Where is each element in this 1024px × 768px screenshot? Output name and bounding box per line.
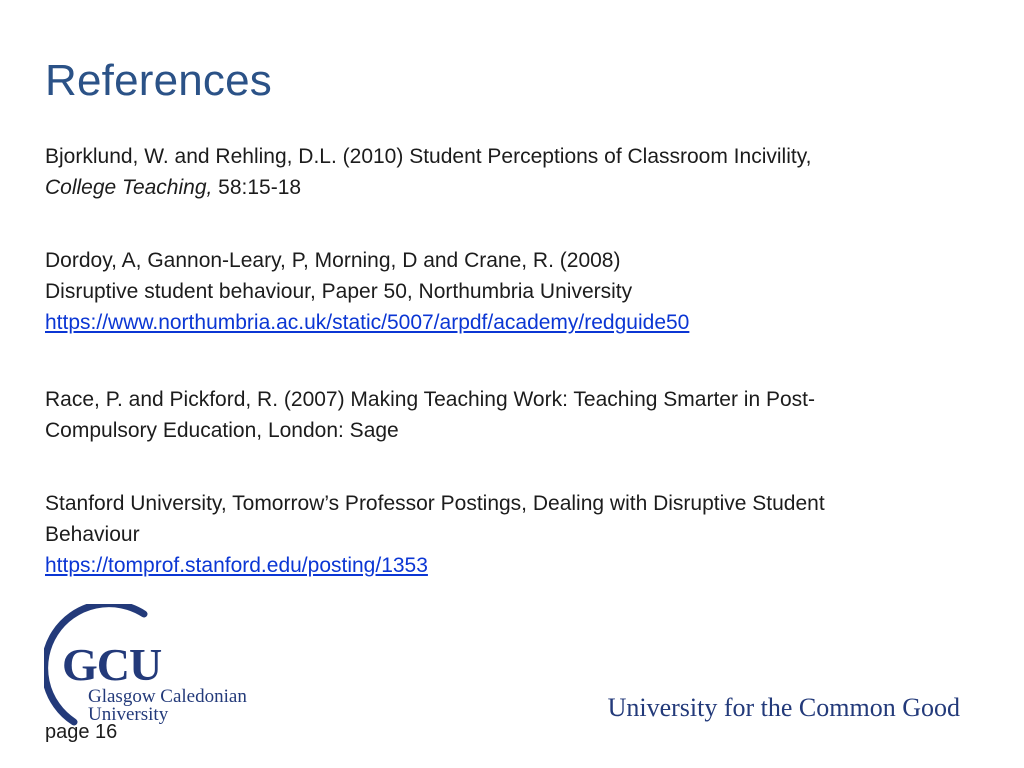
northumbria-link[interactable]: https://www.northumbria.ac.uk/static/5007/arpdf/academy/redguide50	[45, 311, 690, 334]
university-tagline: University for the Common Good	[607, 693, 960, 722]
reference-text: Compulsory Education, London: Sage	[45, 419, 399, 442]
logo-name-line1: Glasgow Caledonian	[88, 686, 247, 707]
reference-text: Dordoy, A, Gannon-Leary, P, Morning, D and Crane, R. (2008)	[45, 249, 621, 272]
reference-text: Bjorklund, W. and Rehling, D.L. (2010) Student Perceptions of Classroom Incivility,	[45, 145, 812, 168]
logo-name-line2: University	[88, 704, 169, 725]
logo-acronym: GCU	[62, 639, 162, 690]
gcu-logo	[44, 604, 284, 729]
journal-title: College Teaching,	[45, 176, 213, 199]
journal-volume: 58:15-18	[212, 176, 302, 199]
reference-bjorklund	[45, 141, 985, 203]
reference-text: Behaviour	[45, 523, 140, 546]
reference-text: Stanford University, Tomorrow’s Professor Postings, Dealing with Disruptive Student	[45, 492, 825, 515]
reference-text: Race, P. and Pickford, R. (2007) Making Teaching Work: Teaching Smarter in Post-	[45, 388, 815, 411]
reference-race	[45, 384, 985, 446]
page-title: References	[45, 56, 273, 105]
reference-text: Disruptive student behaviour, Paper 50, Northumbria University	[45, 280, 633, 303]
reference-citation-line	[45, 172, 985, 203]
page-number: page 16	[45, 721, 118, 743]
reference-dordoy	[45, 245, 985, 338]
reference-stanford	[45, 488, 985, 581]
reference-list	[45, 141, 985, 581]
stanford-link[interactable]: https://tomprof.stanford.edu/posting/1353	[45, 554, 428, 577]
reference-link-line	[45, 550, 985, 581]
reference-link-line	[45, 307, 985, 338]
